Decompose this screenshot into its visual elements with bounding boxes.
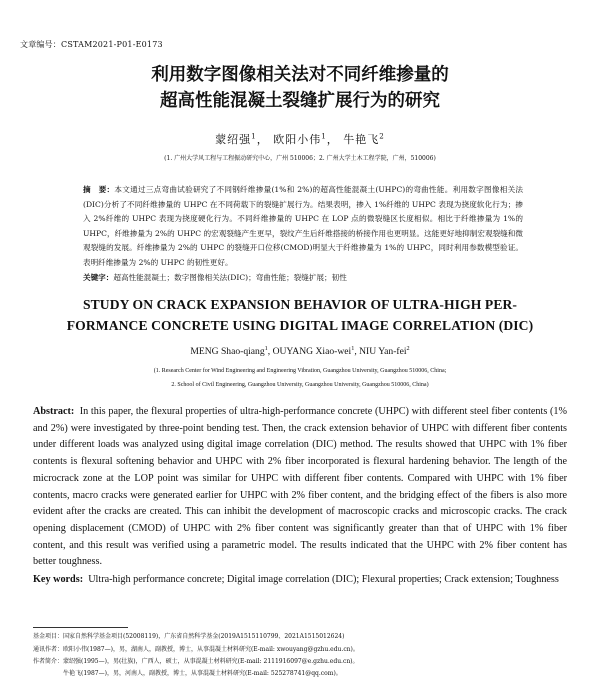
author-en-name: MENG Shao-qiang [190,346,265,357]
affiliation-en-line-2: 2. School of Civil Engineering, Guangzhou University, Guangzhou University, Guangzhou 510006, China) [171,382,429,388]
affiliation-en-line-1: (1. Research Center for Wind Engineering and Engineering Vibration, Guangzhou University, Guangzhou 510006, China; [153,368,447,374]
affiliation-cn: (1. 广州大学风工程与工程振动研究中心，广州 510006；2. 广州大学土木工程学院，广州，510006) [164,155,436,162]
title-cn-line-1: 利用数字图像相关法对不同纤维掺量的 [151,65,449,85]
article-number: 文章编号：CSTAM2021-P01-E0173 [20,40,163,49]
keywords-en-label: Key words: [33,574,84,585]
abstract-en [33,404,567,571]
author-en-sup: 1 [351,344,355,352]
author-en-name: NIU Yan-fei [359,346,407,357]
authors-en: MENG Shao-qiang$^1$, OUYANG Xiao-wei$^1$, NIU Yan-fei$^2$ [190,344,410,357]
author-cn-name: 牛艳飞 [343,133,380,146]
title-cn-line-2: 超高性能混凝土裂缝扩展行为的研究 [160,91,440,111]
author-cn-sup: 2 [379,131,385,141]
author-en-name: OUYANG Xiao-wei [272,346,352,357]
abstract-cn-label: 摘 要： [83,185,115,194]
footnote-author-bio: 牛艳飞(1987—)，男，河南人，副教授，博士，从事混凝土材料研究(E-mail: 525278741@qq.com)。 [33,670,342,677]
keywords-cn-text: 超高性能混凝土；数字图像相关法(DIC)；弯曲性能；裂缝扩展；韧性 [113,273,347,282]
abstract-en-label: Abstract: [33,406,75,417]
abstract-cn-text: 本文通过三点弯曲试验研究了不同钢纤维掺量(1%和 2%)的超高性能混凝土(UHPC)的弯曲性能。利用数字图像相关法(DIC)分析了不同纤维掺量的 UHPC 在不同荷载下的裂缝扩展行为。结果表明，掺入 1%纤维的 UHPC 表现为挠度软化行为；掺入 2%纤维的 UHPC 表现为挠度硬化行为。不同纤维掺量的 UHPC 在 LOP 点的微裂缝区长度相似。相比于纤维掺量为 1%的 UHPC，纤维掺量为 2%的 UHPC 的宏观裂缝产生更早，裂纹产生后纤维搭接的桥接作用也更明显。这能更好地抑制宏观裂缝和微观裂缝的发展。纤维掺量为 2%的 UHPC 的裂缝开口位移(CMOD)明显大于纤维掺量为 1%的 UHPC，同时利用参数模型验证。表明纤维掺量为 2%的 UHPC 的韧性更好。 [83,185,524,267]
footnote-corresponding-author: 通讯作者：欧阳小伟(1987—)，男，湖南人，副教授，博士，从事混凝土材料研究(E-mail: xwouyang@gzhu.edu.cn)。 [33,646,359,653]
title-en-line-1: STUDY ON CRACK EXPANSION BEHAVIOR OF ULTRA-HIGH PER- [82,297,518,312]
author-en-sup: 1 [264,344,268,352]
title-en-line-2: FORMANCE CONCRETE USING DIGITAL IMAGE CORRELATION (DIC) [66,318,534,333]
keywords-en [33,572,567,589]
author-cn-name: 蒙绍强 [215,133,252,146]
abstract-en-text: In this paper, the flexural properties of ultra-high-performance concrete (UHPC) with different steel fiber contents (1% and 2%) were investigated by three-point bending test. Then, the crack extension behavior of UHPC with different fiber contents under different loads was analyzed using digital image correlation (DIC) method. The results showed that UHPC with 1% fiber contents is flexural softening behavior and UHPC with 2% fiber incorporated is flexural hardening behavior. The length of the microcrack zone at the LOP point was similar for UHPC with different fiber contents. Compared with UHPC with 1% fiber contents, macro cracks were generated earlier for UHPC with 2% fiber content, and the bridging effect of the fibers is also more evident after the cracks are created. This can inhibit the development of macroscopic cracks and microscopic cracks. The crack opening displacement (CMOD) of UHPC with 2% fiber content was significantly greater than that of UHPC with 1% fiber content, and this result was verified using a parametric model. The results indicated that the UHPC with 2% fiber content has better toughness. [33,406,568,568]
author-cn-name: 欧阳小伟 [273,133,322,146]
footnote-funding: 基金项目：国家自然科学基金项目(52008119)，广东省自然科学基金(2019A1515110799、2021A1515012624) [33,633,345,640]
keywords-cn [83,272,523,283]
title-en [50,294,550,336]
abstract-cn [83,183,523,271]
footnote-divider [33,627,128,628]
keywords-cn-label: 关键字： [83,273,114,282]
keywords-en-text: Ultra-high performance concrete; Digital image correlation (DIC); Flexural properties; Crack extension; Toughness [88,574,559,585]
authors-cn: 蒙绍强$^1$， 欧阳小伟$^1$， 牛艳飞$^2$ [215,131,385,146]
author-en-sup: 2 [406,344,410,352]
author-cn-sup: 1 [251,131,257,141]
footnote-author-bio: 作者简介：蒙绍强(1995—)，男(壮族)，广西人，硕士，从事混凝土材料研究(E-mail: 2111916097@e.gzhu.edu.cn)。 [33,658,359,665]
author-cn-sup: 1 [321,131,327,141]
